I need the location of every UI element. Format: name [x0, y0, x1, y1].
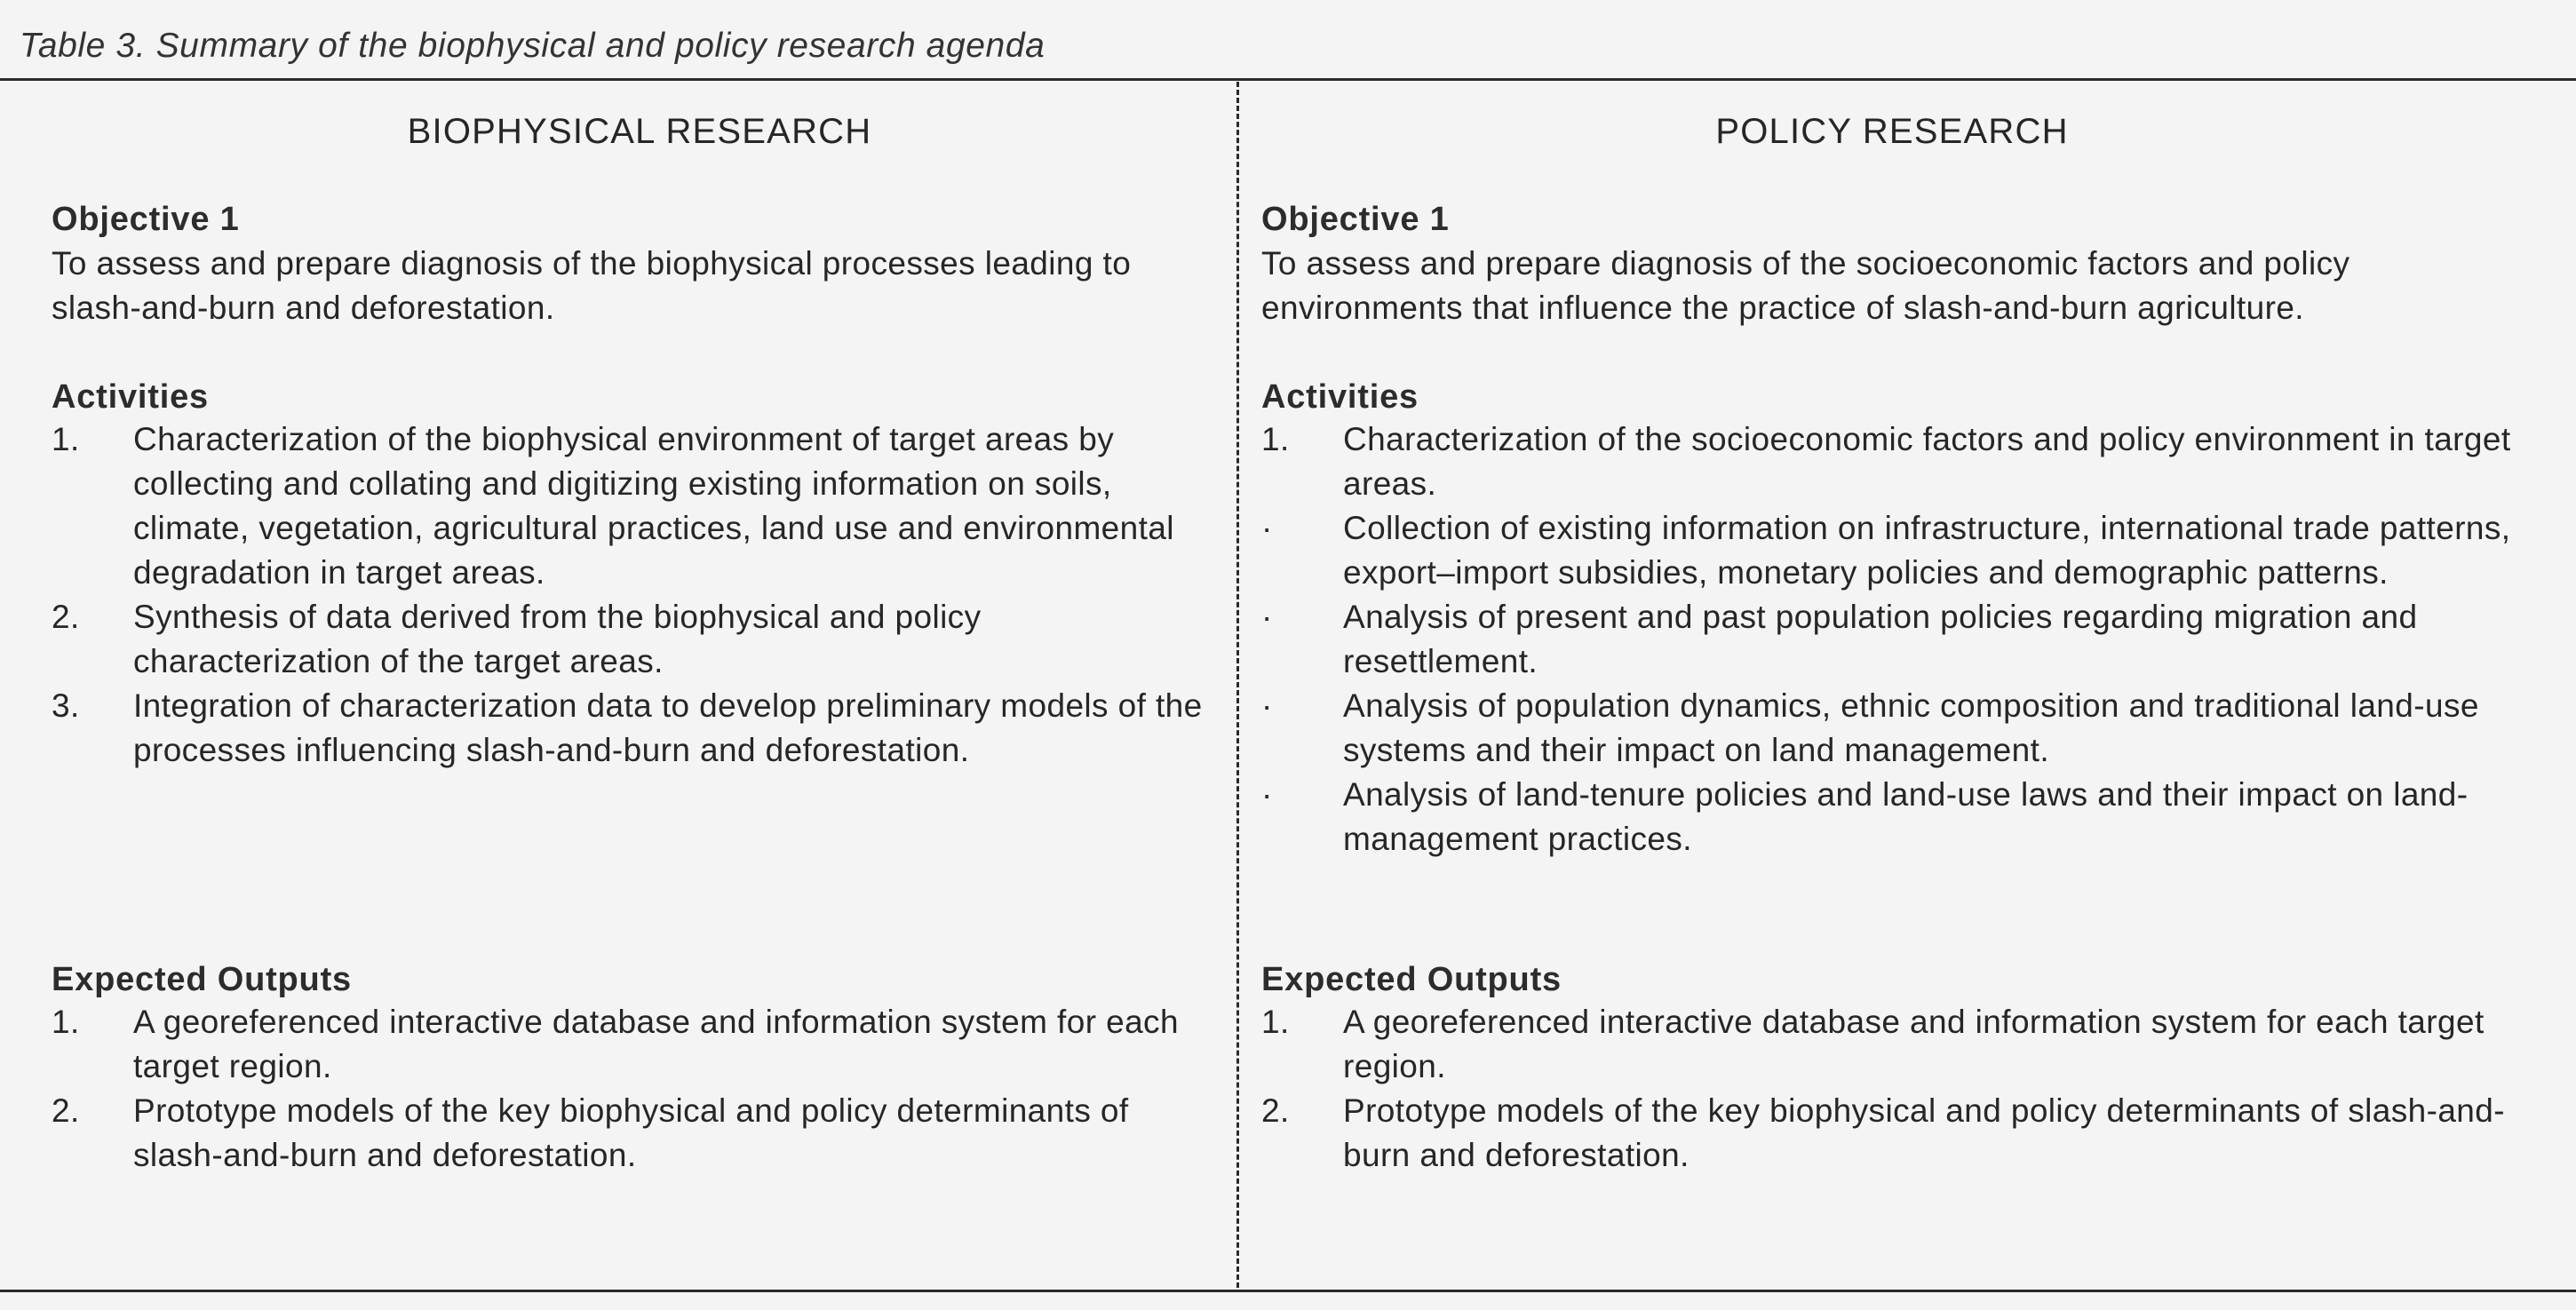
biophysical-objective-text: To assess and prepare diagnosis of the biophysical processes leading to slash-and-burn and deforestation. — [52, 245, 1132, 326]
list-item-text: Synthesis of data derived from the biophysical and policy characterization of the target areas. — [133, 599, 982, 679]
list-item-text: Integration of characterization data to develop preliminary models of the processes influencing slash-and-burn and deforestation. — [133, 687, 1203, 768]
bottom-rule — [0, 1290, 2576, 1292]
policy-objective-text: To assess and prepare diagnosis of the socioeconomic factors and policy environments that influence the practice of slash-and-burn agriculture. — [1261, 245, 2350, 326]
list-item-text: Characterization of the socioeconomic factors and policy environment in target areas. — [1343, 421, 2511, 502]
biophysical-objective-heading: Objective 1 — [52, 201, 240, 238]
list-item — [1261, 1000, 2540, 1089]
list-bullet: · — [1261, 599, 1273, 635]
list-item — [1261, 1089, 2540, 1178]
list-item-text: Characterization of the biophysical environment of target areas by collecting and collating and digitizing existing information on soils, climate, vegetation, agricultural practices, land use and environmental degradation in target areas. — [133, 421, 1174, 591]
list-item — [52, 417, 1206, 595]
list-item-text: Analysis of present and past population policies regarding migration and resettlement. — [1343, 599, 2418, 679]
list-marker: 1. — [1261, 421, 1290, 457]
policy-title: POLICY RESEARCH — [1715, 112, 2069, 151]
policy-activities-list — [1261, 417, 2540, 861]
biophysical-outputs-list — [52, 1000, 1206, 1178]
list-item — [1261, 595, 2540, 684]
list-bullet: · — [1261, 687, 1273, 724]
list-marker: 3. — [52, 687, 80, 724]
list-marker: 1. — [52, 421, 80, 457]
list-item — [52, 684, 1206, 773]
list-item-text: Prototype models of the key biophysical and policy determinants of slash-and-burn and deforestation. — [1343, 1092, 2505, 1173]
list-bullet: · — [1261, 776, 1273, 813]
list-item-text: Prototype models of the key biophysical and policy determinants of slash-and-burn and deforestation. — [133, 1092, 1129, 1173]
table-caption: Table 3. Summary of the biophysical and policy research agenda — [20, 27, 1046, 65]
column-divider — [1236, 82, 1239, 1288]
list-marker: 2. — [52, 1092, 80, 1129]
list-marker: 2. — [1261, 1092, 1290, 1129]
list-marker: 1. — [52, 1004, 80, 1040]
list-item-text: Analysis of land-tenure policies and land-use laws and their impact on land-management practices. — [1343, 776, 2469, 857]
list-item — [52, 595, 1206, 684]
list-item — [1261, 773, 2540, 861]
biophysical-activities-list — [52, 417, 1206, 773]
biophysical-outputs-heading: Expected Outputs — [52, 961, 352, 998]
list-item-text: A georeferenced interactive database and information system for each target region. — [133, 1004, 1179, 1084]
list-item — [52, 1000, 1206, 1089]
list-item — [52, 1089, 1206, 1178]
list-marker: 1. — [1261, 1004, 1290, 1040]
biophysical-activities-heading: Activities — [52, 378, 209, 416]
list-item-text: Analysis of population dynamics, ethnic composition and traditional land-use systems and their impact on land management. — [1343, 687, 2479, 768]
list-item-text: A georeferenced interactive database and information system for each target region. — [1343, 1004, 2485, 1084]
list-bullet: · — [1261, 510, 1273, 546]
list-item — [1261, 417, 2540, 506]
policy-activities-heading: Activities — [1261, 378, 1419, 416]
policy-outputs-list — [1261, 1000, 2540, 1178]
list-item — [1261, 684, 2540, 773]
list-item-text: Collection of existing information on infrastructure, international trade patterns, export–import subsidies, monetary policies and demographic patterns. — [1343, 510, 2511, 591]
policy-objective-heading: Objective 1 — [1261, 201, 1450, 238]
list-item — [1261, 506, 2540, 595]
biophysical-title: BIOPHYSICAL RESEARCH — [407, 112, 872, 151]
top-rule — [0, 78, 2576, 81]
list-marker: 2. — [52, 599, 80, 635]
policy-outputs-heading: Expected Outputs — [1261, 961, 1562, 998]
